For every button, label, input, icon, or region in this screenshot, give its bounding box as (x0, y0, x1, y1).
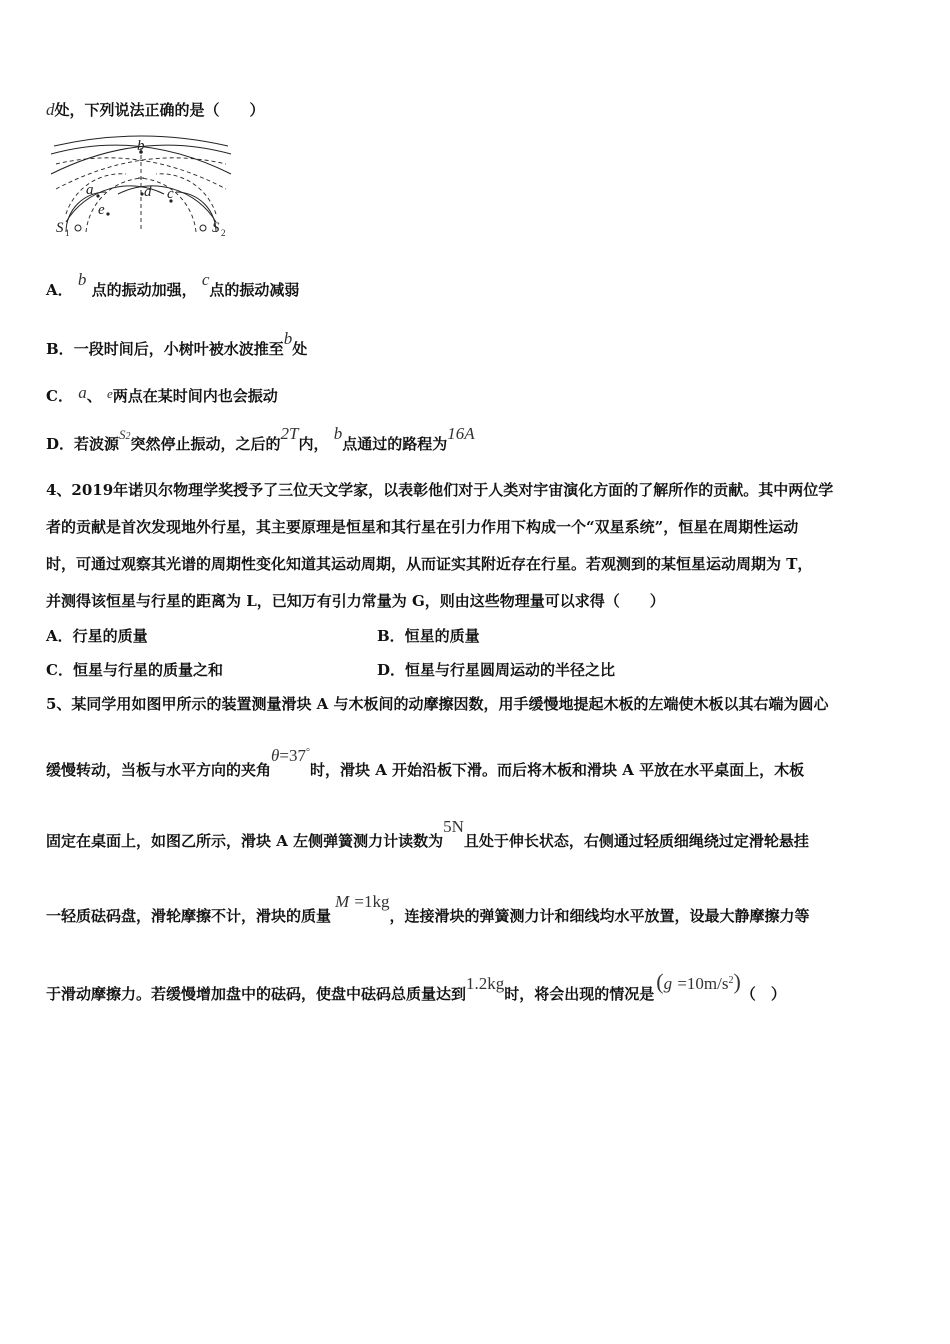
option-sep: 、 (86, 387, 102, 405)
q4-line-3: 时，可通过观察其光谱的周期性变化知道其运动周期，从而证实其附近存在行星。若观测到的某恒星运动周期为 T， (46, 555, 813, 573)
option-text: 点通过的路程为 (342, 435, 448, 453)
q5-answer-paren: （ ） (740, 985, 786, 1003)
label-e: e (98, 202, 105, 218)
option-key: C． (46, 387, 73, 405)
option-text: 突然停止振动，之后的 (130, 435, 281, 453)
q4-option-d[interactable]: D．恒星与行星圆周运动的半径之比 (377, 661, 616, 679)
option-text: 点的振动减弱 (209, 281, 300, 299)
q4-line-1: 4、2019年诺贝尔物理学奖授予了三位天文学家，以表彰他们对于人类对宇宙演化方面的了解所作的贡献。其中两位学 (46, 481, 834, 499)
point-a (96, 194, 99, 197)
label-s2: S (212, 220, 220, 236)
option-var: b (283, 329, 293, 348)
option-text: 两点在某时间内也会振动 (112, 387, 278, 405)
mass-total-value: 1.2kg (466, 974, 505, 993)
degree-sign: ° (305, 747, 310, 758)
option-var: b (333, 424, 343, 443)
q4-option-a[interactable]: A．行星的质量 (46, 627, 148, 645)
option-text: 点的振动加强， (91, 281, 197, 299)
option-var: a (78, 383, 87, 402)
q4-line-2: 者的贡献是首次发现地外行星，其主要原理是恒星和其行星在引力作用下构成一个“双星系统”，恒星在周期性运动 (46, 518, 799, 536)
q3-option-c[interactable] (46, 383, 278, 407)
q3-intro (46, 100, 265, 120)
g-exponent: 2 (728, 975, 734, 986)
option-text: 一段时间后，小树叶被水波推至 (73, 340, 284, 358)
label-s1-sub: 1 (65, 228, 70, 238)
option-key: B． (46, 340, 74, 358)
option-var: S (119, 427, 126, 442)
label-a: a (86, 182, 94, 198)
q3-intro-var: d (46, 100, 55, 119)
option-var: 16A (447, 424, 475, 443)
mass-value: =1kg (354, 892, 390, 911)
q4-option-c[interactable]: C．恒星与行星的质量之和 (46, 661, 223, 679)
option-var: e (106, 386, 113, 401)
g-symbol: g (663, 974, 673, 993)
force-value: 5N (443, 817, 464, 836)
option-var-sub: 2 (125, 431, 131, 442)
theta-symbol: θ (271, 746, 280, 765)
q5-line-5 (46, 969, 786, 1004)
mass-symbol: M (335, 892, 350, 911)
q3-option-b[interactable] (46, 329, 308, 359)
q5-text: 时，将会出现的情况是 (504, 985, 655, 1003)
label-b: b (137, 138, 145, 154)
q3-option-d[interactable] (46, 424, 475, 457)
q5-text: 缓慢转动，当板与水平方向的夹角 (46, 761, 272, 779)
option-text: 处 (292, 340, 308, 358)
q5-text: 一轻质砝码盘，滑轮摩擦不计，滑块的质量 (46, 907, 332, 925)
source-s1 (75, 225, 81, 231)
wave-interference-figure (46, 134, 236, 244)
q3-option-a[interactable] (46, 270, 300, 300)
q5-line-1: 5、某同学用如图甲所示的装置测量滑块 A 与木板间的动摩擦因数，用手缓慢地提起木板的左端使木板以其右端为圆心 (46, 695, 829, 713)
q5-text: 且处于伸长状态，右侧通过轻质细绳绕过定滑轮悬挂 (463, 832, 809, 850)
label-s1: S (56, 220, 64, 236)
q5-line-4 (46, 892, 810, 926)
label-s2-sub: 2 (221, 228, 226, 238)
q5-text: 固定在桌面上，如图乙所示，滑块 A 左侧弹簧测力计读数为 (46, 832, 444, 850)
label-d: d (144, 184, 152, 200)
g-value: =10m/s (677, 974, 729, 993)
q5-text: 时，滑块 A 开始沿板下滑。而后将木板和滑块 A 平放在水平桌面上，木板 (309, 761, 805, 779)
q5-line-3 (46, 817, 809, 851)
option-key: A． (46, 281, 73, 299)
q3-intro-text: 处，下列说法正确的是（ ） (54, 101, 265, 119)
option-text: 内， (298, 435, 329, 453)
q5-text: 于滑动摩擦力。若缓慢增加盘中的砝码，使盘中砝码总质量达到 (46, 985, 467, 1003)
point-e (106, 212, 109, 215)
option-key: D． (46, 435, 75, 453)
option-var: b (77, 270, 87, 289)
label-c: c (167, 186, 174, 202)
option-text: 若波源 (74, 435, 120, 453)
source-s2 (200, 225, 206, 231)
q5-line-2 (46, 746, 805, 780)
theta-value: =37 (279, 746, 306, 765)
option-var: 2T (280, 424, 299, 443)
q5-text: ，连接滑块的弹簧测力计和细线均水平放置，设最大静摩擦力等 (389, 907, 810, 925)
option-var: c (201, 270, 210, 289)
q4-option-b[interactable]: B．恒星的质量 (377, 627, 480, 645)
q4-line-4: 并测得该恒星与行星的距离为 L，已知万有引力常量为 G，则由这些物理量可以求得（ ） (46, 592, 665, 610)
paren-open: ( (656, 969, 664, 994)
paren-close: ) (733, 969, 741, 994)
